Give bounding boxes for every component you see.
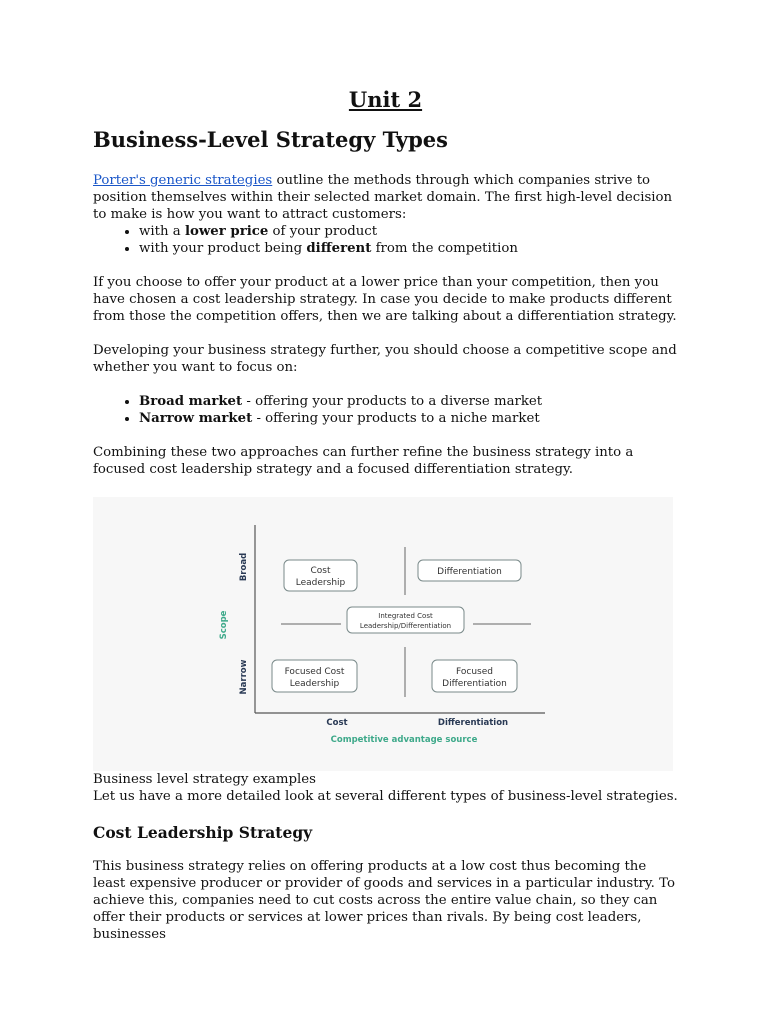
box-focused-diff-line1: Focused	[456, 667, 493, 677]
bullet-text: with a	[139, 224, 185, 239]
list-item	[139, 410, 678, 427]
x-label-cost: Cost	[326, 718, 348, 728]
bullet-text: - offering your products to a niche market	[252, 411, 540, 426]
list-item	[139, 393, 678, 410]
bullet-bold: Narrow market	[139, 411, 253, 426]
box-integrated-line2: Leadership/Differentiation	[359, 622, 452, 630]
paragraph-combining: Combining these two approaches can further refine the business strategy into a focused cost leadership strategy and a focused differentiation strategy.	[93, 445, 634, 477]
box-focused-cost-line2: Leadership	[289, 679, 340, 689]
figure-caption: Business level strategy examples	[93, 772, 316, 787]
box-differentiation-label: Differentiation	[437, 567, 502, 577]
box-cost-leadership-line2: Leadership	[295, 578, 346, 588]
bullet-text: from the competition	[371, 241, 518, 256]
box-integrated-line1: Integrated Cost	[378, 612, 433, 620]
bullet-text: of your product	[268, 224, 378, 239]
paragraph-cost-vs-differentiation: If you choose to offer your product at a lower price than your competition, then you have chosen a cost leadership strategy. In case you decide to make products different from those the competition offers, then we are talking about a differentiation strategy.	[93, 275, 677, 324]
box-focused-cost-line1: Focused Cost	[284, 667, 345, 677]
section-title: Business-Level Strategy Types	[93, 127, 448, 152]
market-bullets	[93, 393, 678, 427]
box-focused-diff-line2: Differentiation	[442, 679, 507, 689]
document-continuation	[93, 771, 678, 943]
y-label-scope: Scope	[219, 610, 229, 640]
list-item	[139, 223, 678, 240]
document-body	[93, 86, 678, 478]
box-cost-leadership-line1: Cost	[310, 566, 331, 576]
x-axis-title: Competitive advantage source	[330, 735, 478, 745]
bullet-text: - offering your products to a diverse market	[242, 394, 543, 409]
y-label-narrow: Narrow	[239, 659, 249, 695]
intro-text: outline the methods through which companies strive to position themselves within their selected market domain. The first high-level decision to make is how you want to attract customers:	[93, 173, 673, 222]
bullet-bold: Broad market	[139, 394, 243, 409]
bullet-bold: different	[306, 241, 372, 256]
x-label-differentiation: Differentiation	[437, 718, 509, 728]
list-item	[139, 240, 678, 257]
subsection-title: Cost Leadership Strategy	[93, 823, 313, 842]
paragraph-detailed-look: Let us have a more detailed look at several different types of business-level strategies.	[93, 789, 678, 804]
unit-title: Unit 2	[348, 87, 423, 112]
porters-strategies-link[interactable]: Porter's generic strategies	[93, 173, 273, 188]
paragraph-cost-leadership: This business strategy relies on offering products at a low cost thus becoming the least expensive producer or provider of goods and services in a particular industry. To achieve this, companies need to cut costs across the entire value chain, so they can offer their products or services at lower prices than rivals. By being cost leaders, businesses	[93, 859, 675, 942]
strategy-diagram	[93, 497, 673, 771]
intro-paragraph	[93, 172, 678, 223]
strategy-diagram-svg	[93, 497, 673, 771]
bullet-bold: lower price	[184, 224, 269, 239]
paragraph-competitive-scope: Developing your business strategy further, you should choose a competitive scope and whether you want to focus on:	[93, 343, 677, 375]
y-label-broad: Broad	[239, 552, 249, 582]
price-bullets	[93, 223, 678, 257]
bullet-text: with your product being	[139, 241, 307, 256]
